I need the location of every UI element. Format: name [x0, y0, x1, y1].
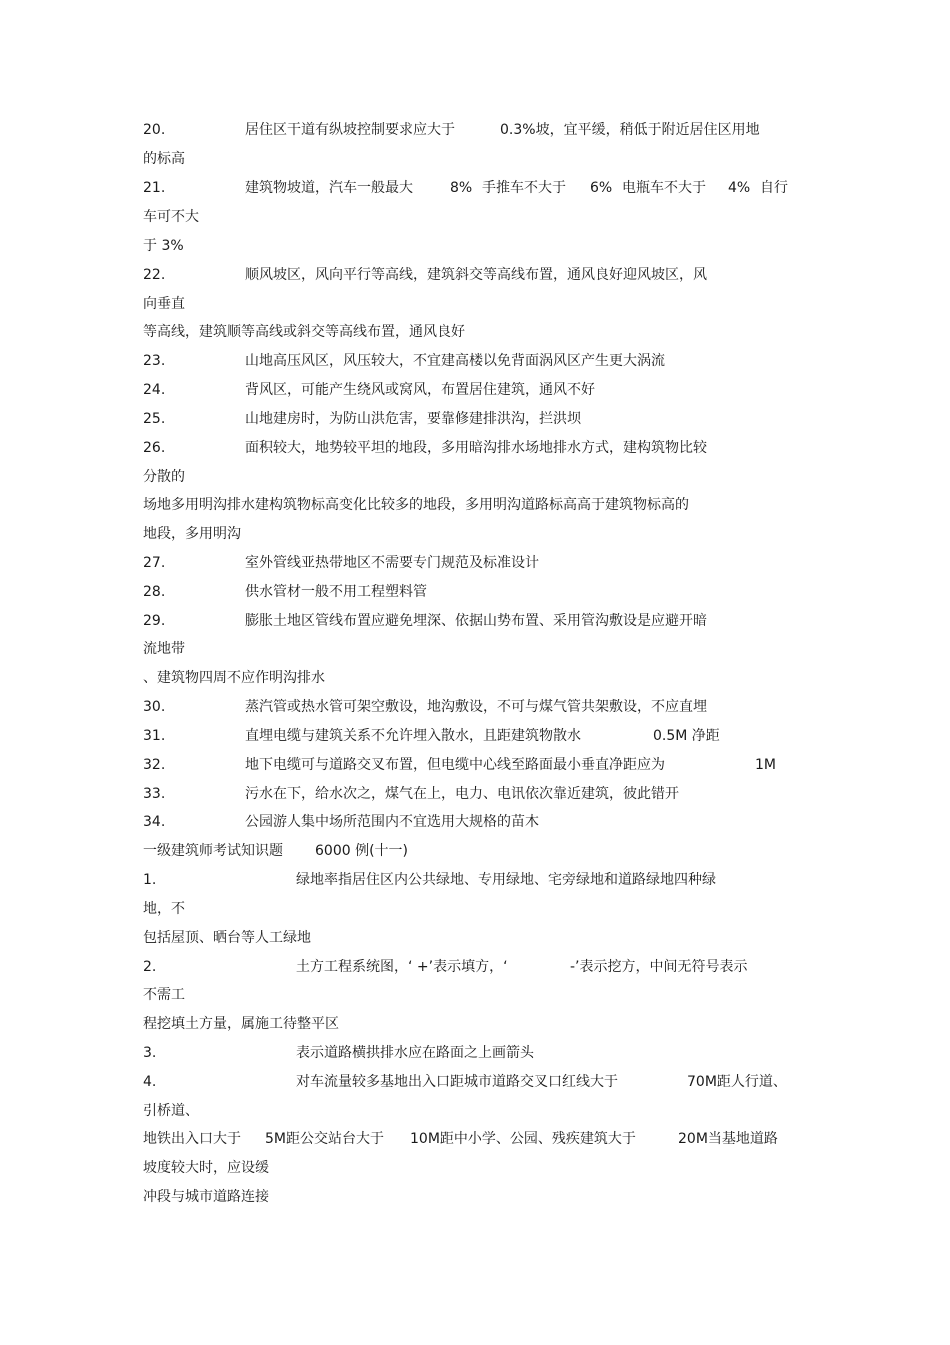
item-number: 33. — [143, 786, 166, 802]
item-text: 室外管线亚热带地区不需要专门规范及标准设计 — [245, 555, 539, 571]
item-text: 引桥道、 — [143, 1103, 199, 1119]
item-text: 8% — [450, 180, 473, 196]
item-number: 2. — [143, 959, 157, 975]
item-text: 绿地率指居住区内公共绿地、专用绿地、宅旁绿地和道路绿地四种绿 — [296, 872, 716, 888]
item-number: 27. — [143, 555, 166, 571]
item-text: 建筑物坡道，汽车一般最大 — [245, 180, 413, 196]
item-number: 24. — [143, 382, 166, 398]
item-text: 电瓶车不大于 — [622, 180, 706, 196]
item-number: 25. — [143, 411, 166, 427]
item-text: 程挖填土方量，属施工待整平区 — [143, 1016, 339, 1032]
item-text: 5M距公交站台大于 — [265, 1131, 384, 1147]
item-text: 包括屋顶、晒台等人工绿地 — [143, 930, 311, 946]
item-number: 26. — [143, 440, 166, 456]
item-text: 车可不大 — [143, 209, 199, 225]
item-text: 10M距中小学、公园、残疾建筑大于 — [410, 1131, 636, 1147]
item-text: 0.3%坡，宜平缓，稍低于附近居住区用地 — [500, 122, 760, 138]
item-text: 手推车不大于 — [482, 180, 566, 196]
item-text: 冲段与城市道路连接 — [143, 1189, 269, 1205]
item-text: 、建筑物四周不应作明沟排水 — [143, 670, 325, 686]
item-text: -’表示挖方，中间无符号表示 — [570, 959, 748, 975]
item-text: 膨胀土地区管线布置应避免埋深、依据山势布置、采用管沟敷设是应避开暗 — [245, 613, 707, 629]
item-number: 28. — [143, 584, 166, 600]
item-text: 自行 — [760, 180, 788, 196]
item-number: 30. — [143, 699, 166, 715]
item-number: 1. — [143, 872, 157, 888]
item-text: 山地高压风区，风压较大，不宜建高楼以免背面涡风区产生更大涡流 — [245, 353, 665, 369]
item-number: 29. — [143, 613, 166, 629]
item-text: 表示道路横拱排水应在路面之上画箭头 — [296, 1045, 534, 1061]
item-text: 70M距人行道、 — [687, 1074, 787, 1090]
item-text: 地下电缆可与道路交叉布置，但电缆中心线至路面最小垂直净距应为 — [245, 757, 665, 773]
item-text: 等高线，建筑顺等高线或斜交等高线布置，通风良好 — [143, 324, 465, 340]
item-text: 居住区干道有纵坡控制要求应大于 — [245, 122, 455, 138]
item-text: 地铁出入口大于 — [143, 1131, 241, 1147]
item-text: 不需工 — [143, 987, 185, 1003]
item-text: 面积较大，地势较平坦的地段，多用暗沟排水场地排水方式，建构筑物比较 — [245, 440, 707, 456]
item-text: 分散的 — [143, 469, 185, 485]
item-text: 1M — [755, 757, 776, 773]
item-number: 20. — [143, 122, 166, 138]
item-text: 供水管材一般不用工程塑料管 — [245, 584, 427, 600]
item-number: 32. — [143, 757, 166, 773]
item-text: 直埋电缆与建筑关系不允许埋入散水，且距建筑物散水 — [245, 728, 581, 744]
section-title: 6000 例(十一) — [315, 843, 409, 859]
section-title: 一级建筑师考试知识题 — [143, 843, 283, 859]
item-text: 6% — [590, 180, 613, 196]
item-text: 向垂直 — [143, 296, 185, 312]
item-text: 山地建房时，为防山洪危害，要靠修建排洪沟，拦洪坝 — [245, 411, 581, 427]
item-text: 流地带 — [143, 641, 185, 657]
item-text: 污水在下，给水次之，煤气在上，电力、电讯依次靠近建筑，彼此错开 — [245, 786, 679, 802]
item-text: 公园游人集中场所范围内不宜选用大规格的苗木 — [245, 814, 539, 830]
item-text: 于 3% — [143, 238, 184, 254]
item-number: 4. — [143, 1074, 157, 1090]
item-number: 31. — [143, 728, 166, 744]
item-number: 34. — [143, 814, 166, 830]
item-text: 土方工程系统图，‘ +’表示填方，‘ — [296, 959, 508, 975]
item-number: 22. — [143, 267, 166, 283]
item-text: 对车流量较多基地出入口距城市道路交叉口红线大于 — [296, 1074, 618, 1090]
item-text: 坡度较大时，应设缓 — [143, 1160, 269, 1176]
item-text: 的标高 — [143, 151, 185, 167]
item-text: 蒸汽管或热水管可架空敷设，地沟敷设，不可与煤气管共架敷设，不应直埋 — [245, 699, 707, 715]
item-text: 4% — [728, 180, 751, 196]
item-text: 20M当基地道路 — [678, 1131, 778, 1147]
item-number: 21. — [143, 180, 166, 196]
item-text: 背风区，可能产生绕风或窝风，布置居住建筑，通风不好 — [245, 382, 595, 398]
item-number: 3. — [143, 1045, 157, 1061]
item-text: 场地多用明沟排水建构筑物标高变化比较多的地段，多用明沟道路标高高于建筑物标高的 — [143, 497, 689, 513]
item-text: 顺风坡区，风向平行等高线，建筑斜交等高线布置，通风良好迎风坡区，风 — [245, 267, 707, 283]
item-text: 0.5M 净距 — [653, 728, 720, 744]
item-number: 23. — [143, 353, 166, 369]
item-text: 地，不 — [143, 901, 185, 917]
item-text: 地段，多用明沟 — [143, 526, 241, 542]
